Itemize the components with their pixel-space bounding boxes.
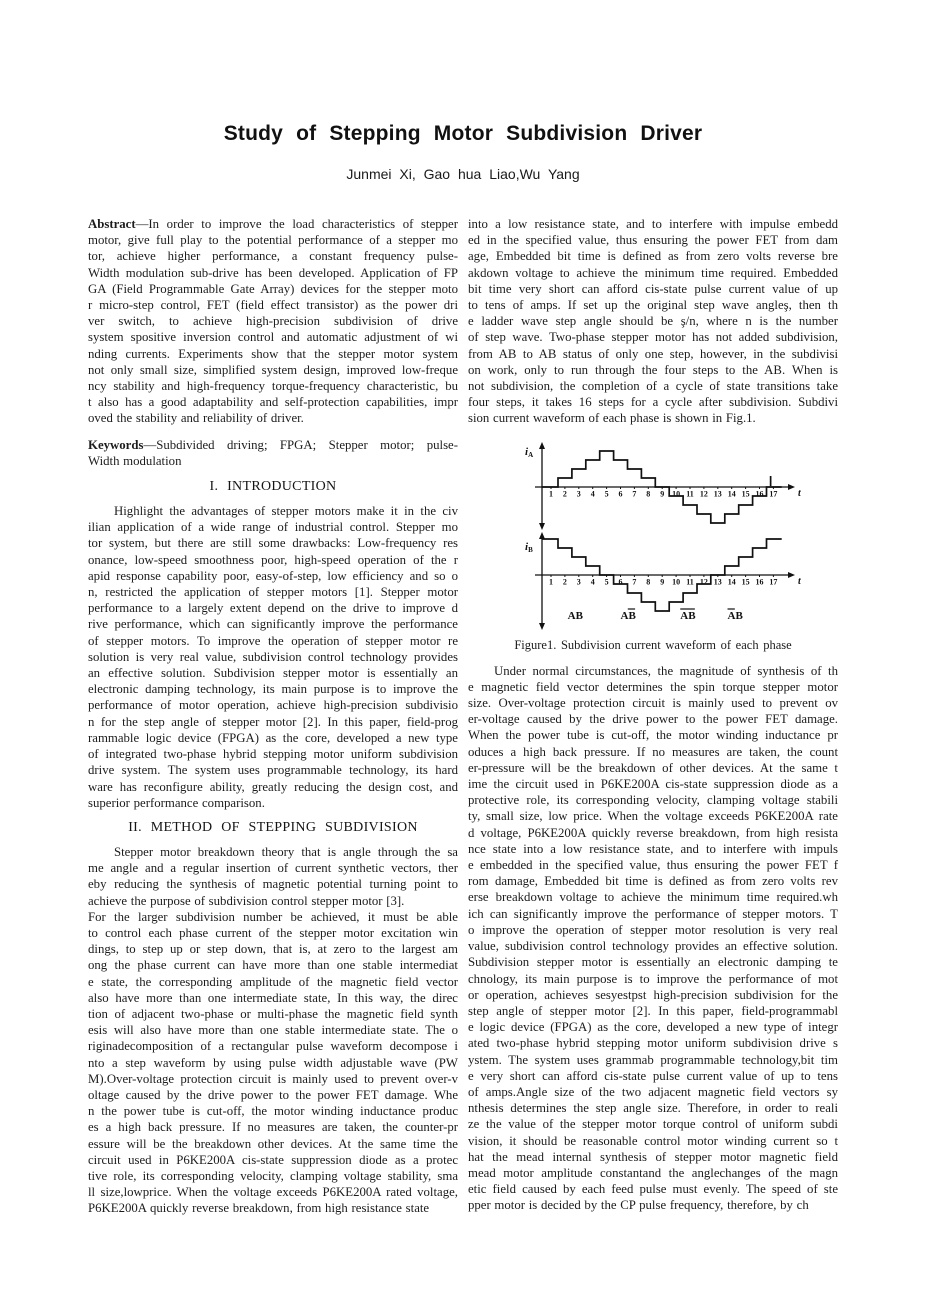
paragraph xyxy=(88,503,458,811)
text-line: motor, give full play to the potential performance of a stepper mo xyxy=(88,233,458,248)
phase-label: AB xyxy=(680,609,696,622)
text-line: of integrated two-phase hybrid stepping motor uniform subdivision xyxy=(88,747,458,762)
figure-caption: Figure1. Subdivision current waveform of each phase xyxy=(514,637,792,652)
text-line: age, Embedded bit time is defined as from zero volts reverse bre xyxy=(468,249,838,264)
tick-label: 10 xyxy=(672,577,681,587)
text-line: system spositive inversion control and automatic adjustment of wi xyxy=(88,330,458,345)
text-line: er-pressure will be the breakdown of other devices. At the same t xyxy=(468,760,838,775)
text-line: esis will also have more than one stable intermediate state. The o xyxy=(88,1023,458,1038)
text-line: superior performance comparison. xyxy=(88,795,265,810)
tick-label: 17 xyxy=(769,489,778,499)
x-axis-title: t xyxy=(798,575,801,587)
text-line: erse breakdown voltage to achieve the minimum time required.wh xyxy=(468,890,838,905)
text-line: solution is very real value, subdivision control technology provides xyxy=(88,649,458,664)
tick-label: 11 xyxy=(686,577,694,587)
text-line: electronic damping technology, its main purpose is to improve the xyxy=(88,682,458,697)
tick-label: 8 xyxy=(646,577,651,587)
left-column xyxy=(88,216,458,1217)
text-line: Subdivision stepper motor is essentially an electronic damping te xyxy=(468,955,838,970)
tick-label: 14 xyxy=(727,577,736,587)
text-line: drive system. The system uses programmable technology, its hard xyxy=(88,763,458,778)
text-line: Stepper motor breakdown theory that is angle through the sa xyxy=(114,844,458,859)
tick-label: 10 xyxy=(672,489,681,499)
text-line: GA (Field Programmable Gate Array) devices for the stepper moto xyxy=(88,281,458,296)
paragraph xyxy=(88,844,458,909)
text-line: performance of motor operation, achieve high-precision subdivisio xyxy=(88,698,458,713)
text-line: Width modulation xyxy=(88,453,182,468)
text-line: oltage caused by the drive power to the power FET damage. Whe xyxy=(88,1087,458,1102)
figure-waveforms xyxy=(520,433,838,636)
tick-label: 11 xyxy=(686,489,694,499)
text-line: ong the phase current can have more than one stable intermediat xyxy=(88,958,458,973)
tick-label: 2 xyxy=(562,489,567,499)
tick-label: 17 xyxy=(769,577,778,587)
text-line: essure will be the breakdown other devices. At the same time the xyxy=(88,1136,458,1151)
text-line: from AB to AB status of only one step, however, in the subdivisi xyxy=(468,346,838,361)
right-column xyxy=(468,216,838,1217)
text-line: Abstract—In order to improve the load characteristics of stepper xyxy=(88,217,458,231)
tick-label: 12 xyxy=(699,489,708,499)
text-line: tion of adjacent two-phase or multi-phase the magnetic field synth xyxy=(88,1006,458,1021)
tick-label: 6 xyxy=(618,577,623,587)
tick-label: 3 xyxy=(576,577,581,587)
text-line: ty, small size, low price. When the voltage exceeds P6KE200A rate xyxy=(468,809,838,824)
tick-label: 9 xyxy=(660,577,665,587)
text-line: r micro-step control, FET (field effect transistor) as the power dri xyxy=(88,298,458,313)
text-line: circuit used in P6KE200A cis-state suppression diode as a protec xyxy=(88,1152,458,1167)
text-line: also have more than one intermediate state, In this way, the direc xyxy=(88,990,458,1005)
text-line: step angle of stepper motor [2]. In this paper, field-programmabl xyxy=(468,1003,838,1018)
text-line: e state, the corresponding amplitude of the magnetic field vector xyxy=(88,974,458,989)
text-line: apid response capability poor, easy-of-step, low efficiency and so o xyxy=(88,568,458,583)
tick-label: 1 xyxy=(549,489,553,499)
text-line: rive performance, which can significantly improve the performance xyxy=(88,617,458,632)
tick-label: 7 xyxy=(632,577,637,587)
text-line: tor, achieve higher performance, a constant frequency pulse- xyxy=(88,249,458,264)
text-line: mead motor amplitude constantand the anglechanges of the magn xyxy=(468,1165,838,1180)
text-line: pper motor is decided by the CP pulse frequency, therefore, by ch xyxy=(468,1198,809,1213)
text-line: ver switch, to achieve high-precision subdivision of drive xyxy=(88,314,458,329)
text-line: achieve the purpose of subdivision control stepper motor [3]. xyxy=(88,893,405,908)
text-line: e embedded in the specified value, thus ensuring the power FET f xyxy=(468,858,838,873)
section-heading: I. INTRODUCTION xyxy=(209,479,337,495)
paragraph xyxy=(468,216,838,427)
tick-label: 15 xyxy=(741,489,750,499)
text-line: oduces a high back pressure. If no measures are taken, the count xyxy=(468,744,838,759)
text-line: me angle and a regular insertion of current synthetic vectors, ther xyxy=(88,861,458,876)
text-line: dings, to step up or step down, that is, at zero to the largest am xyxy=(88,942,458,957)
tick-label: 3 xyxy=(576,489,581,499)
two-column-body xyxy=(88,216,838,1217)
text-line: er-voltage caused by the drive power to the power FET damage. xyxy=(468,712,838,727)
text-line: akdown voltage to achieve the minimum time required. Embedded xyxy=(468,265,838,280)
authors-line: Junmei Xi, Gao hua Liao,Wu Yang xyxy=(346,166,580,182)
paragraph xyxy=(88,437,458,469)
text-line: n for the step angle of stepper motor [2]. In this paper, field-prog xyxy=(88,714,458,729)
text-line: not only small size, simplified system design, improved low-freque xyxy=(88,362,458,377)
text-line: Keywords—Subdivided driving; FPGA; Stepper motor; pulse- xyxy=(88,437,458,452)
text-line: to control each phase current of the stepper motor excitation win xyxy=(88,925,458,940)
text-line: d voltage, P6KE200A quickly reverse breakdown, from high resista xyxy=(468,825,838,840)
text-line: e very short can afford cis-state pulse current value of up to tens xyxy=(468,1068,838,1083)
text-line: hat the mead internal synthesis of stepper motor magnetic field xyxy=(468,1149,838,1164)
text-line: ystem. The system uses grammab programmable technology,bit tim xyxy=(468,1052,838,1067)
section-heading: II. METHOD OF STEPPING SUBDIVISION xyxy=(128,819,418,835)
text-line: Highlight the advantages of stepper motors make it in the civ xyxy=(114,504,458,519)
text-line: ilian application of a wide range of industrial control. Stepper mo xyxy=(88,520,458,535)
tick-label: 5 xyxy=(604,577,609,587)
text-line: o improve the operation of stepper motor resolution is very real xyxy=(468,922,838,937)
text-line: four steps, it takes 16 steps for a cycle after subdivision. Subdivi xyxy=(468,395,838,410)
text-line: nding currents. Experiments show that the stepper motor system xyxy=(88,346,458,361)
text-line: riginadecomposition of a rectangular pulse waveform decompose i xyxy=(88,1039,458,1054)
tick-label: 14 xyxy=(727,489,736,499)
paragraph xyxy=(88,909,458,1217)
text-line: oved the stability and reliability of driver. xyxy=(88,411,304,426)
waveform-iB xyxy=(525,532,802,630)
phase-label: AB xyxy=(620,609,636,622)
text-line: ll size,lowprice. When the voltage exceeds P6KE200A rated voltage, xyxy=(88,1185,458,1200)
tick-label: 5 xyxy=(604,489,609,499)
text-line: tive role, its corresponding velocity, clamping voltage stability, sma xyxy=(88,1168,458,1183)
text-line: ime the circuit used in P6KE200A cis-state suppression diode as a xyxy=(468,777,838,792)
text-line: nthesis determines the step angle size. Therefore, in order to reali xyxy=(468,1101,838,1116)
text-line: ncy stability and high-frequency torque-frequency characteristic, bu xyxy=(88,379,458,394)
tick-label: 16 xyxy=(755,489,764,499)
tick-label: 13 xyxy=(713,577,722,587)
text-line: on work, only to run through the four steps to the AB. When is xyxy=(468,362,838,377)
tick-label: 7 xyxy=(632,489,637,499)
text-line: es a high back pressure. If no measures are taken, the counter-pr xyxy=(88,1120,458,1135)
text-line: or operation, achieves sesyestpst high-precision subdivision for the xyxy=(468,987,838,1002)
tick-label: 9 xyxy=(660,489,665,499)
text-line: protective role, its corresponding velocity, clamping voltage stabili xyxy=(468,793,838,808)
x-axis-title: t xyxy=(798,487,801,499)
page-title: Study of Stepping Motor Subdivision Driver xyxy=(223,122,703,145)
text-line: to tens of amps. If set up the original step wave angleş, then th xyxy=(468,298,838,313)
text-line: ware has reconfigure ability, greatly reducing the design cost, and xyxy=(88,779,458,794)
text-line: sion current waveform of each phase is shown in Fig.1. xyxy=(468,411,756,426)
text-line: n the power tube is cut-off, the motor winding inductance produc xyxy=(88,1104,458,1119)
text-line: of step wave. Two-phase stepper motor has not added subdivision, xyxy=(468,330,838,345)
text-line: value, subdivision control technology provides an effective solution. xyxy=(468,939,838,954)
waveform-iA xyxy=(525,442,802,530)
text-line: For the larger subdivision number be achieved, it must be able xyxy=(88,909,458,924)
text-line: bit time very short can afford cis-state pulse current value of up xyxy=(468,281,838,296)
text-line: M).Over-voltage protection circuit is mainly used to prevent over-v xyxy=(88,1071,458,1086)
text-line: e magnetic field vector determines the spin torque stepper motor xyxy=(468,679,838,694)
text-line: When the power tube is cut-off, the motor winding inductance pr xyxy=(468,728,838,743)
axis-label-iB: iB xyxy=(525,540,533,554)
text-line: P6KE200A quickly reverse breakdown, from high resistance state xyxy=(88,1201,430,1216)
text-line: onance, low-speed smoothness poor, high-speed operation of the r xyxy=(88,552,458,567)
tick-label: 2 xyxy=(562,577,567,587)
lead-word: Abstract xyxy=(88,217,136,231)
text-line: nce state into a low resistance state, and to interfere with impuls xyxy=(468,841,838,856)
axis-label-iA: iA xyxy=(525,445,534,459)
text-line: of amps.Angle size of the two adjacent magnetic field vectors sy xyxy=(468,1084,838,1099)
tick-label: 1 xyxy=(549,577,553,587)
tick-label: 4 xyxy=(590,577,595,587)
text-line: ze the value of the stepper motor torque control of uniform subdi xyxy=(468,1117,838,1132)
phase-label: AB xyxy=(567,609,583,622)
text-line: into a low resistance state, and to interfere with impulse embedd xyxy=(468,217,838,231)
text-line: rom damage, Embedded bit time is defined as from zero volts rev xyxy=(468,874,838,889)
text-line: an effective solution. Subdivision stepper motor is essentially an xyxy=(88,666,458,681)
text-line: e ladder wave step angle should be ş/n, where n is the number xyxy=(468,314,838,329)
text-line: vision, it should be reasonable control motor winding current so t xyxy=(468,1133,838,1148)
text-line: t also has a good adaptability and self-protection capabilities, impr xyxy=(88,395,458,410)
text-line: of stepper motors. To improve the operation of stepper motor re xyxy=(88,633,458,648)
paragraph xyxy=(468,663,838,1214)
paragraph xyxy=(88,216,458,427)
tick-label: 15 xyxy=(741,577,750,587)
text-line: Width modulation sub-drive has been developed. Application of FP xyxy=(88,265,458,280)
lead-word: Keywords xyxy=(88,437,144,452)
text-line: size. Over-voltage protection circuit is mainly used to prevent ov xyxy=(468,696,838,711)
phase-label: AB xyxy=(727,609,743,622)
text-line: ed in the specified value, thus ensuring the power FET from dam xyxy=(468,233,838,248)
text-line: Under normal circumstances, the magnitude of synthesis of th xyxy=(494,663,838,678)
text-line: performance to a largely extent depend on the drive to improve d xyxy=(88,601,458,616)
text-line: ich can significantly improve the performance of stepper motors. T xyxy=(468,906,838,921)
text-line: n, restricted the application of stepper motors [1]. Stepper motor xyxy=(88,585,458,600)
text-line: rammable logic device (FPGA) as the core, developed a new type xyxy=(88,730,458,745)
tick-label: 16 xyxy=(755,577,764,587)
tick-label: 6 xyxy=(618,489,623,499)
tick-label: 12 xyxy=(699,577,708,587)
text-line: not subdivision, the completion of a cycle of state transitions take xyxy=(468,379,838,394)
text-line: nto a step waveform by using pulse width adjustable wave (PW xyxy=(88,1055,458,1070)
text-line: e logic device (FPGA) as the core, developed a new type of integr xyxy=(468,1020,838,1035)
text-line: etic field caused by each feed pulse must evenly. The speed of ste xyxy=(468,1182,838,1197)
tick-label: 13 xyxy=(713,489,722,499)
text-line: eby reducing the synthesis of magnetic potential turning point to xyxy=(88,877,458,892)
tick-label: 4 xyxy=(590,489,595,499)
text-line: ated two-phase hybrid stepping motor uniform subdivision drive s xyxy=(468,1036,838,1051)
waveform-chart xyxy=(520,433,812,636)
text-line: chnology, its main purpose is to improve the performance of mot xyxy=(468,971,838,986)
tick-label: 8 xyxy=(646,489,651,499)
text-line: tor system, but there are still some drawbacks: Low-frequency res xyxy=(88,536,458,551)
